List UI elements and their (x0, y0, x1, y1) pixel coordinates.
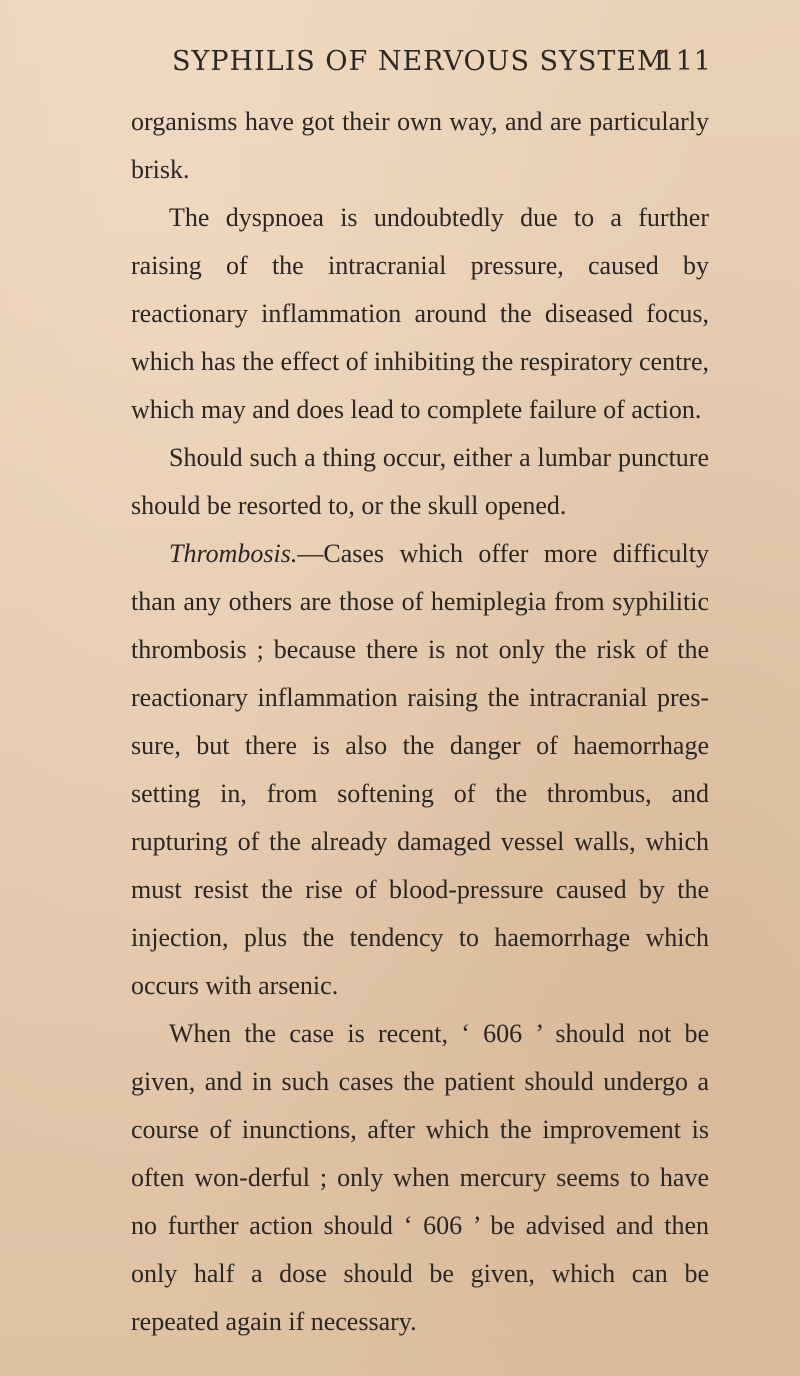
paragraph-lumbar-puncture: Should such a thing occur, either a lumbar puncture should be resorted to, or the skull opened. (131, 443, 709, 520)
paragraph-dyspnoea: The dyspnoea is undoubtedly due to a further raising of the intracranial pressure, caused by reactionary inflammation around the diseased focus, which has the effect of inhibiting the respiratory centre, which may and does lead to complete failure of action. (131, 203, 709, 424)
paragraph-recent-case: When the case is recent, ‘ 606 ’ should not be given, and in such cases the patient should undergo a course of inunctions, after which the improvement is often won-derful ; only when mercury seems to have no further action should ‘ 606 ’ be advised and then only half a dose should be given, which can be repeated again if necessary. (131, 1019, 709, 1336)
page-number: 111 (657, 46, 712, 77)
section-heading-thrombosis: Thrombosis. (169, 539, 298, 568)
paragraph-thrombosis (131, 530, 709, 1010)
running-title: SYPHILIS OF NERVOUS SYSTEM (172, 46, 666, 77)
running-head (172, 46, 712, 86)
body-text (131, 98, 709, 1346)
paragraph-continuation: organisms have got their own way, and are particularly brisk. (131, 107, 709, 184)
paragraph-thrombosis-text: —Cases which offer more difficulty than any others are those of hemiplegia from syphilitic thrombosis ; because there is not only the risk of the reactionary inflammation raising the intracranial pres-sure, but there is also the danger of haemorrhage setting in, from softening of the thrombus, and rupturing of the already damaged vessel walls, which must resist the rise of blood-pressure caused by the injection, plus the tendency to haemorrhage which occurs with arsenic. (131, 539, 709, 1000)
